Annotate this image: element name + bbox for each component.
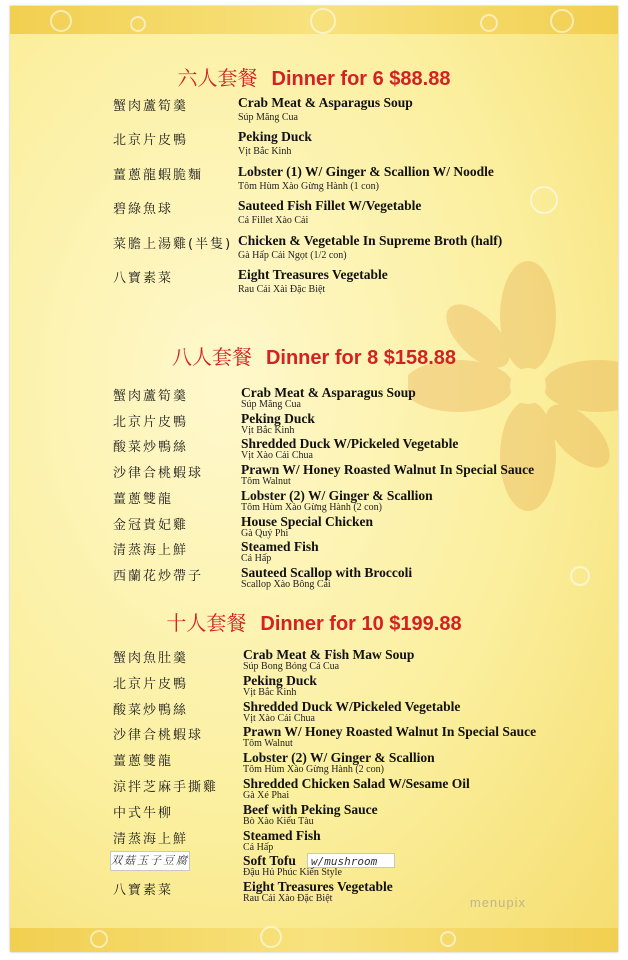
decor-bubble [130,16,146,32]
watermark: menupix [469,895,526,910]
dish-name-vietnamese: Vịt Bắc Kinh [241,424,295,436]
handwritten-note-box: w/mushroom [307,853,395,868]
dish-name-vietnamese: Tôm Walnut [243,738,293,750]
dish-name-english: Crab Meat & Asparagus Soup [241,385,416,400]
dish-name-chinese: 酸菜炒鴨絲 [113,440,189,456]
menu-item [10,95,618,125]
decor-bubble [50,10,72,32]
dish-name-english: Chicken & Vegetable In Supreme Broth (half) [238,232,503,248]
decor-bubble [550,9,574,33]
dish-name-english: Prawn W/ Honey Roasted Walnut In Special Sauce [241,462,535,478]
dish-name-vietnamese: Rau Cải Xào Đặc Biệt [243,893,333,905]
menu-item [10,129,618,159]
section-title-english: Dinner for 10 $199.88 [260,613,462,635]
section-title-chinese: 八人套餐 [171,345,252,369]
section-title [10,62,618,91]
dish-name-vietnamese: Tôm Hùm Xào Gừng Hành (2 con) [241,501,382,513]
dish-name-english: Sauteed Fish Fillet W/Vegetable [238,198,422,214]
dish-name-vietnamese: Rau Cải Xài Đặc Biệt [238,284,326,295]
dish-name-vietnamese: Gà Hấp Cải Ngọt (1/2 con) [238,249,347,261]
dish-name-chinese: 北京片皮鴨 [113,133,189,149]
decor-bubble [260,926,282,948]
dish-name-vietnamese: Vịt Bắc Kinh [238,146,292,158]
dish-name-english: Crab Meat & Fish Maw Soup [243,647,415,662]
dish-name-chinese: 中式牛柳 [113,805,174,821]
dish-name-english: Shredded Chicken Salad W/Sesame Oil [243,776,470,791]
menu-page [10,6,618,952]
dish-name-vietnamese: Bò Xào Kiểu Tàu [243,815,314,827]
decor-bubble [90,930,108,948]
dish-name-english: Crab Meat & Asparagus Soup [238,95,413,110]
section-title-chinese: 十人套餐 [166,611,247,635]
section-title-english: Dinner for 6 $88.88 [271,68,451,90]
dish-name-english: Prawn W/ Honey Roasted Walnut In Special Sauce [243,724,537,740]
decor-bubble [440,931,456,947]
dish-name-chinese: 清蒸海上鮮 [113,831,189,847]
dish-name-vietnamese: Vịt Bắc Kinh [243,686,297,698]
dish-name-vietnamese: Súp Măng Cua [241,399,301,410]
dish-name-english: Eight Treasures Vegetable [238,267,388,282]
dish-name-english: Steamed Fish [241,539,319,555]
dish-name-chinese: 沙律合桃蝦球 [113,466,204,482]
dish-name-vietnamese: Đậu Hủ Phúc Kiến Style [243,867,342,879]
dish-name-english: Lobster (2) W/ Ginger & Scallion [243,750,435,766]
menu-item [10,198,618,228]
dish-name-chinese: 薑蔥雙龍 [113,491,174,507]
dish-name-chinese: 酸菜炒鴨絲 [113,702,189,718]
dish-name-english: Shredded Duck W/Pickeled Vegetable [243,698,461,714]
decor-bubble [310,8,336,34]
dish-name-vietnamese: Tôm Hùm Xào Gừng Hành (1 con) [238,180,379,192]
dish-name-english: Lobster (2) W/ Ginger & Scallion [241,487,433,503]
dish-name-chinese: 蟹肉蘆筍羹 [113,389,189,404]
dish-name-english: Shredded Duck W/Pickeled Vegetable [241,436,459,452]
dish-name-chinese: 西蘭花炒帶子 [113,568,204,584]
dish-name-vietnamese: Cá Hấp [243,841,274,853]
dish-name-chinese: 北京片皮鴨 [113,414,189,430]
dish-name-vietnamese: Tôm Hùm Xào Gừng Hành (2 con) [243,764,384,776]
menu-item [10,267,618,297]
dish-name-chinese: 碧綠魚球 [113,202,174,218]
dish-name-chinese: 沙律合桃蝦球 [113,728,204,744]
menu-item [10,164,618,194]
handwritten-note: 双菇玉子豆腐 [110,851,190,871]
dish-name-english: Soft Tofu [243,853,296,869]
dish-name-chinese: 薑蔥雙龍 [113,754,174,770]
dish-name-english: Lobster (1) W/ Ginger & Scallion W/ Noodle [238,163,494,179]
dish-name-english: Eight Treasures Vegetable [243,879,393,895]
dish-name-english: Steamed Fish [243,827,321,843]
dish-name-chinese: 蟹肉蘆筍羹 [113,99,189,114]
dish-name-vietnamese: Cá Fillet Xào Cải [238,215,309,227]
dish-name-english: Beef with Peking Sauce [243,801,378,817]
section-title [10,341,618,370]
dish-name-vietnamese: Tôm Walnut [241,476,291,488]
menu-item [10,233,618,263]
menu-item [10,879,618,909]
dish-name-english: House Special Chicken [241,513,374,529]
menu-item [10,565,618,595]
section-title [10,607,618,636]
section-title-english: Dinner for 8 $158.88 [265,347,457,369]
section-title-chinese: 六人套餐 [177,66,258,90]
decor-bubble [480,14,498,32]
dish-name-vietnamese: Cá Hấp [241,553,272,565]
dish-name-chinese: 金冠貴妃雞 [113,517,189,533]
dish-name-vietnamese: Gà Quý Phi [241,527,289,539]
dish-name-english: Peking Duck [238,129,312,145]
dish-name-chinese: 八寶素菜 [113,883,174,899]
dish-name-english: Peking Duck [243,672,317,688]
dish-name-chinese: 清蒸海上鮮 [113,543,189,559]
dish-name-vietnamese: Vịt Xào Cải Chua [243,712,315,724]
dish-name-vietnamese: Scallop Xào Bông Cải [241,578,331,590]
dish-name-chinese: 涼拌芝麻手撕雞 [113,780,219,795]
dish-name-vietnamese: Súp Bong Bóng Cá Cua [243,661,340,672]
dish-name-vietnamese: Vịt Xào Cải Chua [241,450,313,462]
dish-name-english: Peking Duck [241,410,315,426]
dish-name-chinese: 薑蔥龍蝦脆麵 [113,167,204,183]
dish-name-english: Sauteed Scallop with Broccoli [241,564,413,580]
dish-name-chinese: 蟹肉魚肚羹 [113,651,189,666]
dish-name-vietnamese: Súp Măng Cua [238,112,298,123]
dish-name-chinese: 菜膽上湯雞(半隻) [113,236,233,252]
dish-name-chinese: 八寶素菜 [113,271,174,286]
dish-name-vietnamese: Gà Xé Phai [243,790,290,801]
dish-name-chinese: 北京片皮鴨 [113,676,189,692]
